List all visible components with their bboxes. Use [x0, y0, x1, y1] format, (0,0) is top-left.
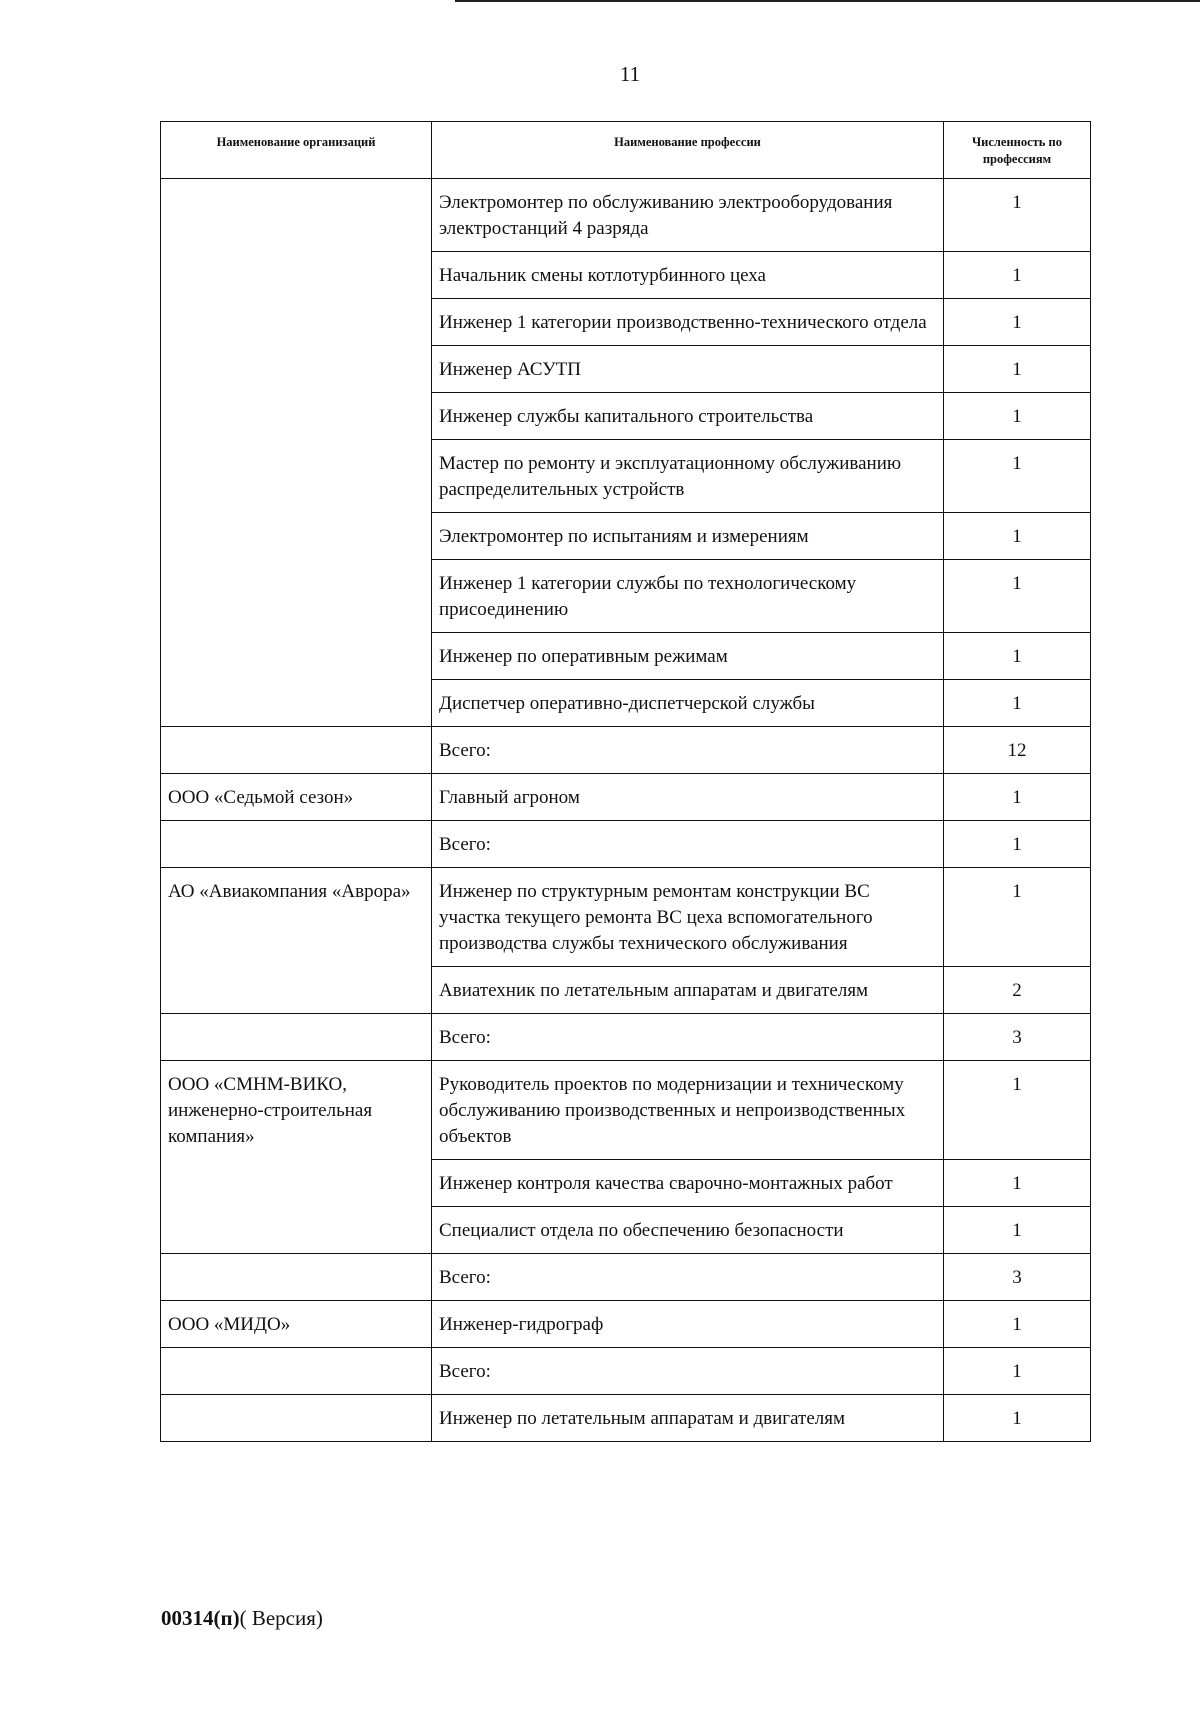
table-body	[161, 179, 1091, 1442]
count-cell: 1	[944, 1207, 1091, 1254]
count-cell: 1	[944, 560, 1091, 633]
profession-cell: Электромонтер по обслуживанию электрооборудования электростанций 4 разряда	[432, 179, 944, 252]
header-profession: Наименование профессии	[432, 122, 944, 179]
profession-cell: Инженер контроля качества сварочно-монтажных работ	[432, 1160, 944, 1207]
count-cell: 1	[944, 346, 1091, 393]
organization-cell	[161, 1014, 432, 1061]
count-cell: 1	[944, 821, 1091, 868]
table-row	[161, 1348, 1091, 1395]
profession-cell: Всего:	[432, 1014, 944, 1061]
profession-cell: Главный агроном	[432, 774, 944, 821]
count-cell: 12	[944, 727, 1091, 774]
profession-cell: Инженер 1 категории службы по технологическому присоединению	[432, 560, 944, 633]
profession-cell: Всего:	[432, 727, 944, 774]
profession-cell: Инженер по летательным аппаратам и двигателям	[432, 1395, 944, 1442]
top-edge-rule	[455, 0, 1200, 2]
count-cell: 1	[944, 868, 1091, 967]
count-cell: 3	[944, 1014, 1091, 1061]
count-cell: 1	[944, 393, 1091, 440]
count-cell: 1	[944, 633, 1091, 680]
profession-cell: Начальник смены котлотурбинного цеха	[432, 252, 944, 299]
document-code	[161, 1606, 323, 1631]
count-cell: 1	[944, 1061, 1091, 1160]
count-cell: 1	[944, 1160, 1091, 1207]
profession-cell: Специалист отдела по обеспечению безопасности	[432, 1207, 944, 1254]
profession-cell: Электромонтер по испытаниям и измерениям	[432, 513, 944, 560]
count-cell: 1	[944, 513, 1091, 560]
document-code-number: 00314(п)	[161, 1606, 240, 1630]
profession-cell: Всего:	[432, 1348, 944, 1395]
count-cell: 3	[944, 1254, 1091, 1301]
header-organization: Наименование организаций	[161, 122, 432, 179]
count-cell: 1	[944, 1395, 1091, 1442]
header-count: Численность по профессиям	[944, 122, 1091, 179]
profession-cell: Мастер по ремонту и эксплуатационному обслуживанию распределительных устройств	[432, 440, 944, 513]
profession-cell: Диспетчер оперативно-диспетчерской службы	[432, 680, 944, 727]
profession-cell: Всего:	[432, 1254, 944, 1301]
profession-cell: Всего:	[432, 821, 944, 868]
count-cell: 1	[944, 299, 1091, 346]
profession-cell: Инженер по оперативным режимам	[432, 633, 944, 680]
count-cell: 1	[944, 680, 1091, 727]
count-cell: 1	[944, 179, 1091, 252]
document-code-version: ( Версия)	[239, 1606, 323, 1630]
table-row	[161, 1301, 1091, 1348]
organization-cell	[161, 179, 432, 727]
count-cell: 1	[944, 1348, 1091, 1395]
profession-cell: Авиатехник по летательным аппаратам и двигателям	[432, 967, 944, 1014]
organization-cell	[161, 821, 432, 868]
profession-cell: Руководитель проектов по модернизации и техническому обслуживанию производственных и непроизводственных объектов	[432, 1061, 944, 1160]
count-cell: 1	[944, 1301, 1091, 1348]
count-cell: 1	[944, 440, 1091, 513]
profession-cell: Инженер службы капитального строительства	[432, 393, 944, 440]
table-row	[161, 179, 1091, 252]
profession-cell: Инженер АСУТП	[432, 346, 944, 393]
profession-cell: Инженер-гидрограф	[432, 1301, 944, 1348]
count-cell: 1	[944, 774, 1091, 821]
page-number: 11	[619, 62, 641, 86]
organization-cell: АО «Авиакомпания «Аврора»	[161, 868, 432, 1014]
table-row	[161, 727, 1091, 774]
organization-cell	[161, 1348, 432, 1395]
table-row	[161, 774, 1091, 821]
table-row	[161, 868, 1091, 967]
table-row	[161, 1061, 1091, 1160]
count-cell: 1	[944, 252, 1091, 299]
table-header-row	[161, 122, 1091, 179]
table-row	[161, 1014, 1091, 1061]
table-row	[161, 821, 1091, 868]
organization-cell: ООО «МИДО»	[161, 1301, 432, 1348]
table-row	[161, 1254, 1091, 1301]
organization-cell	[161, 1395, 432, 1442]
profession-cell: Инженер по структурным ремонтам конструкции ВС участка текущего ремонта ВС цеха вспомогательного производства службы технического обслуживания	[432, 868, 944, 967]
organization-cell: ООО «Седьмой сезон»	[161, 774, 432, 821]
profession-cell: Инженер 1 категории производственно-технического отдела	[432, 299, 944, 346]
organization-cell	[161, 1254, 432, 1301]
organization-cell	[161, 727, 432, 774]
organization-cell: ООО «СМНМ-ВИКО, инженерно-строительная компания»	[161, 1061, 432, 1254]
professions-table	[160, 121, 1091, 1442]
count-cell: 2	[944, 967, 1091, 1014]
table-row	[161, 1395, 1091, 1442]
